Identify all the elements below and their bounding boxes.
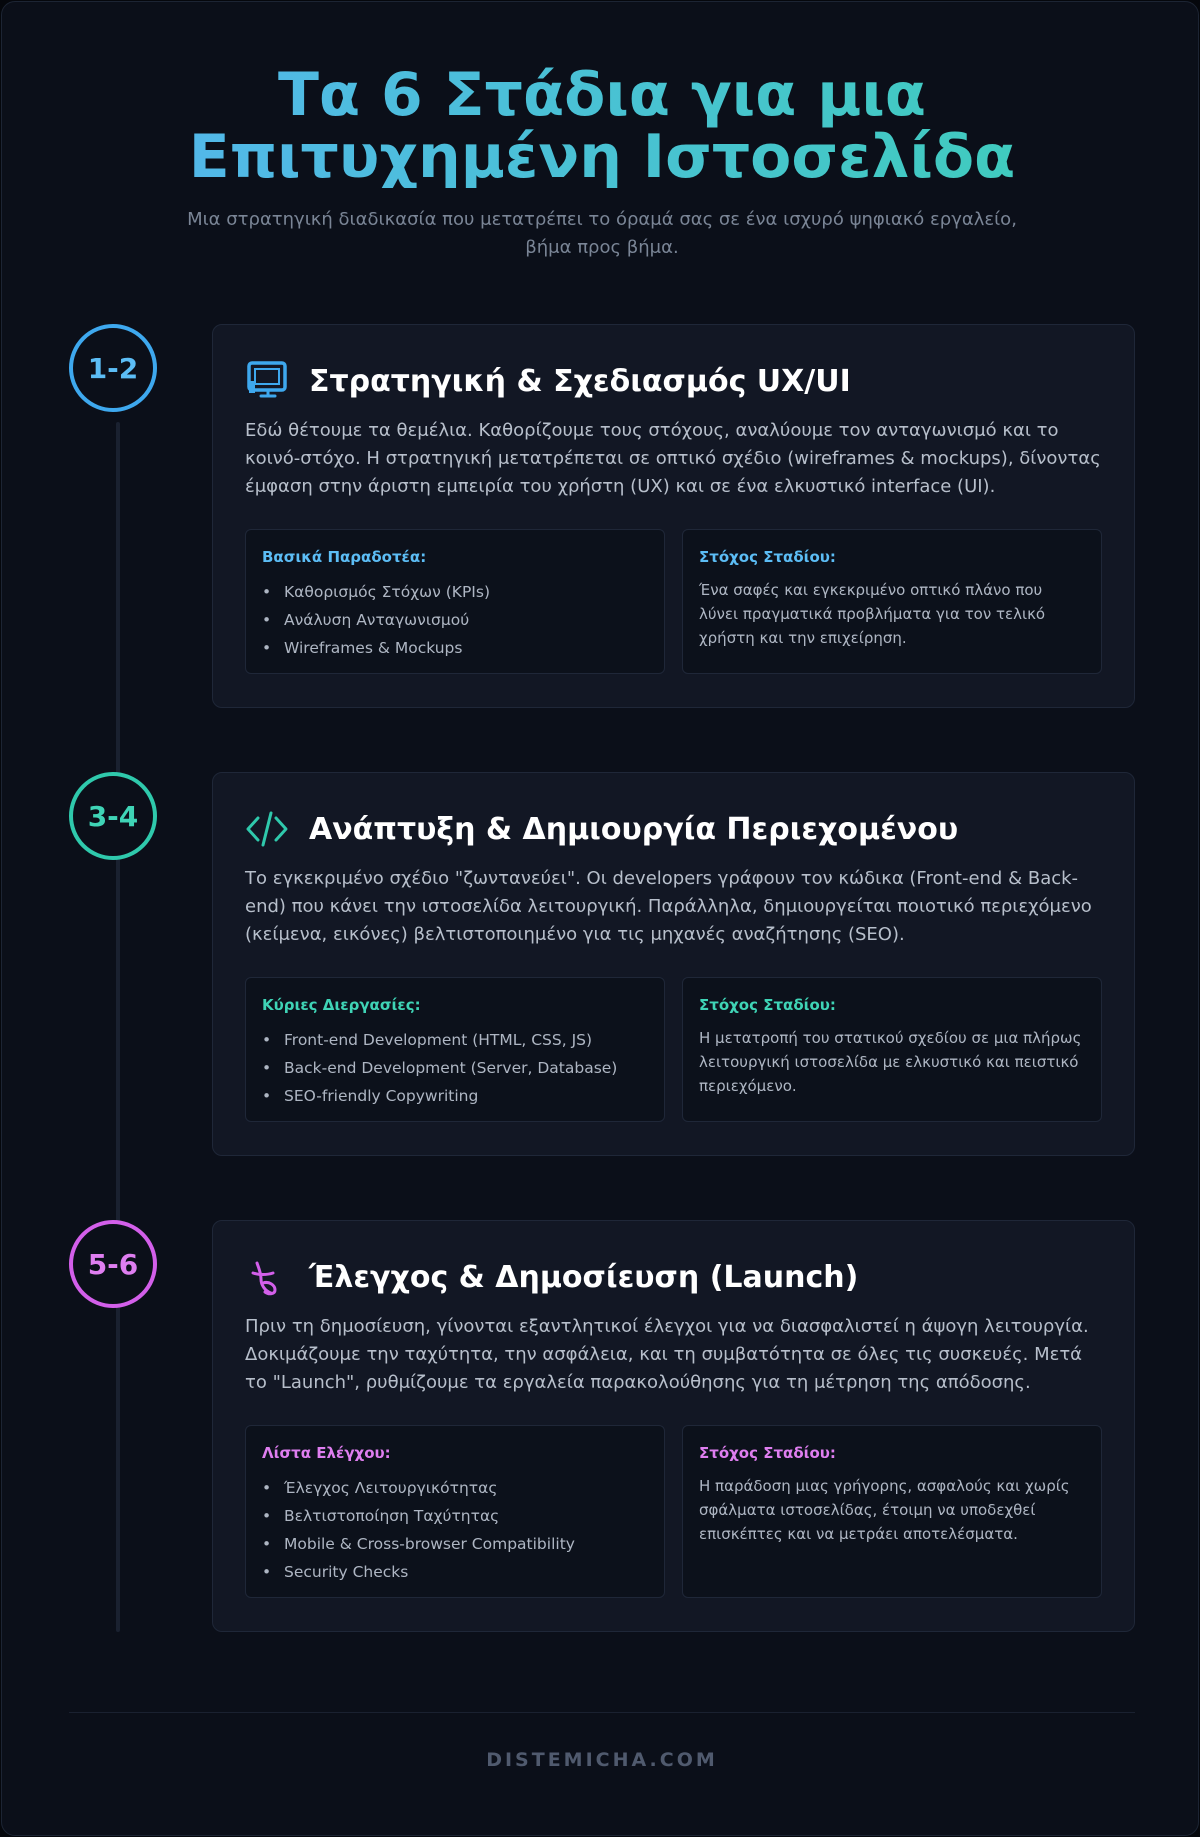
stage-goal-text: Η μετατροπή του στατικού σχεδίου σε μια πλήρως λειτουργική ιστοσελίδα με ελκυστικό και πειστικό περιεχόμενο. xyxy=(699,1029,1082,1095)
stage-badge-3-4: 3-4 xyxy=(69,772,157,860)
stage-card-launch xyxy=(212,1220,1135,1632)
stage-goal-heading: Στόχος Σταδίου: xyxy=(699,996,836,1014)
footer-brand: DISTEMICHA.COM xyxy=(486,1749,718,1771)
stage-goal-box xyxy=(682,1425,1102,1598)
stage-header xyxy=(245,809,958,849)
stage-goal-text: Η παράδοση μιας γρήγορης, ασφαλούς και χωρίς σφάλματα ιστοσελίδας, έτοιμη να υποδεχθεί επισκέπτες και να μετράει αποτελέσματα. xyxy=(699,1477,1070,1543)
list-item: • Έλεγχος Λειτουργικότητας xyxy=(262,1474,648,1502)
stage-goal-heading: Στόχος Σταδίου: xyxy=(699,548,836,566)
code-icon xyxy=(245,807,289,851)
processes-list xyxy=(262,1026,648,1110)
list-item: • Mobile & Cross-browser Compatibility xyxy=(262,1530,648,1558)
checklist-list xyxy=(262,1474,648,1586)
stage-header xyxy=(245,361,851,401)
deliverables-box xyxy=(245,529,665,674)
page-title xyxy=(2,60,1199,192)
stage-description: Εδώ θέτουμε τα θεμέλια. Καθορίζουμε τους στόχους, αναλύουμε τον ανταγωνισμό και το κοινό-στόχο. Η στρατηγική μετατρέπεται σε οπτικό σχέδιο (wireframes & mockups), δίνοντας έμφαση στην άριστη εμπειρία του χρήστη (UX) και σε ένα ελκυστικό interface (UI). xyxy=(245,420,1101,497)
processes-heading: Κύριες Διεργασίες: xyxy=(262,996,421,1014)
list-item: • SEO-friendly Copywriting xyxy=(262,1082,648,1110)
stage-goal-box xyxy=(682,529,1102,674)
stage-goal-heading: Στόχος Σταδίου: xyxy=(699,1444,836,1462)
list-item: • Front-end Development (HTML, CSS, JS) xyxy=(262,1026,648,1054)
header xyxy=(2,60,1199,262)
stage-description: Πριν τη δημοσίευση, γίνονται εξαντλητικοί έλεγχοι για να διασφαλιστεί η άψογη λειτουργία. Δοκιμάζουμε την ταχύτητα, την ασφάλεια, και τη συμβατότητα σε όλες τις συσκευές. Μετά το "Launch", ρυθμίζουμε τα εργαλεία παρακολούθησης για τη μέτρηση της απόδοσης. xyxy=(245,1316,1089,1393)
stage-title: Έλεγχος & Δημοσίευση (Launch) xyxy=(309,1259,859,1295)
checklist-heading: Λίστα Ελέγχου: xyxy=(262,1444,391,1462)
stage-header xyxy=(245,1257,858,1297)
stage-goal-box xyxy=(682,977,1102,1122)
deliverables-heading: Βασικά Παραδοτέα: xyxy=(262,548,427,566)
processes-box xyxy=(245,977,665,1122)
title-line-2: Επιτυχημένη Ιστοσελίδα xyxy=(188,122,1016,192)
infographic-frame xyxy=(1,1,1199,1836)
stage-description: Το εγκεκριμένο σχέδιο "ζωντανεύει". Οι developers γράφουν τον κώδικα (Front-end & Back-end) που κάνει την ιστοσελίδα λειτουργική. Παράλληλα, δημιουργείται ποιοτικό περιεχόμενο (κείμενα, εικόνες) βελτιστοποιημένο για τις μηχανές αναζήτησης (SEO). xyxy=(245,868,1092,945)
stage-badge-1-2: 1-2 xyxy=(69,324,157,412)
timeline-line xyxy=(116,422,120,1632)
title-line-1: Τα 6 Στάδια για μια xyxy=(278,60,926,130)
list-item: • Ανάλυση Ανταγωνισμού xyxy=(262,606,648,634)
stage-title: Ανάπτυξη & Δημιουργία Περιεχομένου xyxy=(309,811,959,847)
list-item: • Καθορισμός Στόχων (KPIs) xyxy=(262,578,648,606)
stage-title: Στρατηγική & Σχεδιασμός UX/UI xyxy=(309,363,851,399)
stage-goal-text: Ένα σαφές και εγκεκριμένο οπτικό πλάνο που λύνει πραγματικά προβλήματα για τον τελικό χρήστη και την επιχείρηση. xyxy=(699,581,1046,647)
stage-card-development xyxy=(212,772,1135,1156)
list-item: • Wireframes & Mockups xyxy=(262,634,648,662)
stage-card-strategy xyxy=(212,324,1135,708)
list-item: • Βελτιστοποίηση Ταχύτητας xyxy=(262,1502,648,1530)
deliverables-list xyxy=(262,578,648,662)
monitor-icon xyxy=(245,359,289,403)
launch-icon xyxy=(245,1255,289,1299)
footer-divider xyxy=(69,1712,1135,1713)
page-subtitle: Μια στρατηγική διαδικασία που μετατρέπει το όραμά σας σε ένα ισχυρό ψηφιακό εργαλείο, βήμα προς βήμα. xyxy=(187,209,1017,258)
list-item: • Back-end Development (Server, Database) xyxy=(262,1054,648,1082)
stage-badge-5-6: 5-6 xyxy=(69,1220,157,1308)
list-item: • Security Checks xyxy=(262,1558,648,1586)
checklist-box xyxy=(245,1425,665,1598)
